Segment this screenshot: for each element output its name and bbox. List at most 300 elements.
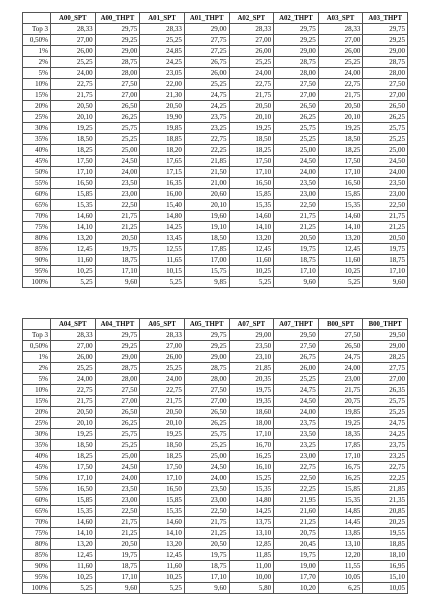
score-cell: 27,00: [95, 396, 140, 407]
score-cell: 17,10: [140, 473, 185, 484]
score-cell: 23,25: [274, 440, 319, 451]
score-cell: 12,45: [51, 244, 96, 255]
score-cell: 18,75: [274, 255, 319, 266]
row-label-cell: 40%: [23, 451, 51, 462]
score-cell: 20,75: [318, 396, 363, 407]
score-cell: 20,10: [318, 112, 363, 123]
table-row: [23, 583, 408, 594]
score-cell: 29,25: [184, 341, 229, 352]
table-row: [23, 561, 408, 572]
row-label-cell: 90%: [23, 255, 51, 266]
score-cell: 17,85: [184, 244, 229, 255]
score-cell: 20,10: [51, 112, 96, 123]
score-cell: 24,50: [363, 156, 408, 167]
score-cell: 28,33: [140, 24, 185, 35]
score-cell: 21,75: [184, 517, 229, 528]
score-cell: 5,25: [318, 277, 363, 288]
column-header: A00_THPT: [95, 13, 140, 24]
score-cell: 5,25: [51, 277, 96, 288]
table-row: [23, 68, 408, 79]
score-cell: 20,10: [229, 112, 274, 123]
score-cell: 27,00: [95, 90, 140, 101]
score-cell: 24,00: [184, 473, 229, 484]
score-cell: 19,25: [51, 429, 96, 440]
score-cell: 28,75: [363, 57, 408, 68]
score-cell: 23,50: [184, 484, 229, 495]
score-cell: 10,05: [318, 572, 363, 583]
score-cell: 25,75: [274, 123, 319, 134]
score-cell: 21,30: [140, 90, 185, 101]
score-cell: 17,10: [363, 266, 408, 277]
score-cell: 19,85: [140, 123, 185, 134]
score-cell: 15,35: [229, 484, 274, 495]
table-row: [23, 266, 408, 277]
score-cell: 23,25: [363, 451, 408, 462]
score-cell: 26,50: [363, 101, 408, 112]
column-header: A03_SPT: [318, 13, 363, 24]
score-cell: 27,00: [184, 396, 229, 407]
score-cell: 13,45: [140, 233, 185, 244]
row-label-cell: 2%: [23, 363, 51, 374]
row-label-cell: 75%: [23, 528, 51, 539]
score-cell: 20,45: [274, 539, 319, 550]
score-cell: 25,25: [318, 57, 363, 68]
row-label-cell: 20%: [23, 101, 51, 112]
score-cell: 14,10: [140, 528, 185, 539]
score-cell: 24,50: [95, 156, 140, 167]
score-cell: 24,00: [363, 167, 408, 178]
score-cell: 21,75: [140, 396, 185, 407]
score-cell: 15,85: [51, 189, 96, 200]
table-row: [23, 277, 408, 288]
score-cell: 24,85: [140, 46, 185, 57]
score-cell: 26,50: [184, 407, 229, 418]
column-header: A07_SPT: [229, 319, 274, 330]
column-header: A03_THPT: [363, 13, 408, 24]
score-cell: 14,10: [51, 222, 96, 233]
row-label-cell: 60%: [23, 189, 51, 200]
score-cell: 21,75: [229, 90, 274, 101]
column-header: A02_THPT: [274, 13, 319, 24]
score-cell: 27,50: [95, 79, 140, 90]
row-label-cell: 100%: [23, 277, 51, 288]
score-cell: 27,50: [318, 330, 363, 341]
score-cell: 17,10: [184, 572, 229, 583]
score-cell: 14,85: [318, 506, 363, 517]
score-cell: 17,50: [140, 462, 185, 473]
row-label-cell: 60%: [23, 495, 51, 506]
score-cell: 27,00: [51, 341, 96, 352]
row-label-cell: 95%: [23, 266, 51, 277]
row-label-cell: 5%: [23, 374, 51, 385]
score-cell: 9,60: [95, 277, 140, 288]
column-header: A04_THPT: [95, 319, 140, 330]
score-cell: 21,95: [274, 495, 319, 506]
score-cell: 27,50: [274, 341, 319, 352]
score-cell: 18,60: [229, 407, 274, 418]
table-row: [23, 374, 408, 385]
score-cell: 5,25: [51, 583, 96, 594]
score-cell: 28,00: [363, 68, 408, 79]
score-cell: 19,00: [274, 561, 319, 572]
score-cell: 20,50: [95, 539, 140, 550]
score-cell: 9,60: [95, 583, 140, 594]
score-cell: 23,00: [274, 189, 319, 200]
score-cell: 10,25: [140, 572, 185, 583]
table-row: [23, 123, 408, 134]
score-cell: 26,50: [95, 101, 140, 112]
score-cell: 17,10: [51, 473, 96, 484]
score-cell: 24,00: [51, 68, 96, 79]
score-cell: 22,25: [363, 473, 408, 484]
score-cell: 19,90: [140, 112, 185, 123]
score-cell: 17,50: [229, 156, 274, 167]
score-cell: 28,33: [51, 24, 96, 35]
score-cell: 24,50: [95, 462, 140, 473]
score-cell: 23,05: [140, 68, 185, 79]
score-cell: 29,00: [274, 46, 319, 57]
table-row: [23, 385, 408, 396]
score-cell: 20,10: [140, 418, 185, 429]
score-cell: 23,00: [274, 451, 319, 462]
score-cell: 15,85: [318, 189, 363, 200]
score-cell: 16,50: [51, 484, 96, 495]
score-cell: 25,25: [184, 440, 229, 451]
score-cell: 23,50: [363, 178, 408, 189]
score-cell: 25,00: [95, 145, 140, 156]
score-cell: 13,20: [229, 233, 274, 244]
score-cell: 15,35: [51, 200, 96, 211]
score-cell: 14,25: [229, 506, 274, 517]
table-row: [23, 418, 408, 429]
table-row: [23, 473, 408, 484]
score-cell: 18,20: [140, 145, 185, 156]
score-cell: 18,85: [363, 539, 408, 550]
score-cell: 16,50: [318, 178, 363, 189]
score-cell: 23,00: [363, 189, 408, 200]
score-cell: 26,00: [51, 352, 96, 363]
score-cell: 15,40: [140, 200, 185, 211]
score-cell: 23,75: [184, 112, 229, 123]
score-cell: 26,50: [274, 101, 319, 112]
score-cell: 21,75: [318, 385, 363, 396]
row-label-cell: 65%: [23, 200, 51, 211]
score-cell: 26,25: [95, 112, 140, 123]
score-cell: 23,00: [95, 189, 140, 200]
score-cell: 26,75: [274, 352, 319, 363]
score-cell: 28,33: [51, 330, 96, 341]
score-cell: 19,85: [318, 407, 363, 418]
table-row: [23, 178, 408, 189]
row-label-cell: 55%: [23, 178, 51, 189]
table-row: [23, 24, 408, 35]
score-cell: 27,00: [229, 35, 274, 46]
table-row: [23, 363, 408, 374]
table-row: [23, 46, 408, 57]
row-label-cell: 25%: [23, 418, 51, 429]
score-cell: 13,20: [318, 233, 363, 244]
score-cell: 24,25: [363, 429, 408, 440]
score-cell: 17,10: [51, 167, 96, 178]
score-cell: 12,45: [140, 550, 185, 561]
score-cell: 27,50: [184, 385, 229, 396]
row-label-cell: Top 3: [23, 330, 51, 341]
score-cell: 15,35: [318, 495, 363, 506]
score-cell: 21,85: [363, 484, 408, 495]
score-cell: 17,50: [51, 156, 96, 167]
score-cell: 27,75: [184, 35, 229, 46]
row-label-cell: Top 3: [23, 24, 51, 35]
score-cell: 29,75: [95, 330, 140, 341]
score-cell: 21,75: [274, 211, 319, 222]
score-cell: 18,25: [318, 145, 363, 156]
score-cell: 14,10: [229, 222, 274, 233]
score-cell: 11,60: [51, 561, 96, 572]
score-cell: 11,85: [229, 550, 274, 561]
score-cell: 19,25: [229, 123, 274, 134]
row-label-cell: 80%: [23, 539, 51, 550]
score-cell: 14,45: [318, 517, 363, 528]
score-cell: 15,85: [140, 495, 185, 506]
column-header: A00_SPT: [51, 13, 96, 24]
score-cell: 27,00: [363, 90, 408, 101]
score-cell: 10,25: [229, 266, 274, 277]
score-cell: 15,25: [229, 473, 274, 484]
score-cell: 23,75: [274, 418, 319, 429]
score-cell: 23,50: [274, 178, 319, 189]
score-cell: 25,75: [95, 123, 140, 134]
table-row: [23, 255, 408, 266]
score-cell: 29,00: [95, 352, 140, 363]
score-cell: 20,50: [318, 101, 363, 112]
score-cell: 25,00: [95, 451, 140, 462]
score-cell: 22,50: [95, 506, 140, 517]
score-cell: 23,50: [229, 341, 274, 352]
score-cell: 22,75: [51, 385, 96, 396]
score-cell: 23,00: [95, 495, 140, 506]
score-cell: 10,25: [51, 572, 96, 583]
score-cell: 25,00: [274, 145, 319, 156]
score-cell: 21,75: [363, 211, 408, 222]
table-row: [23, 233, 408, 244]
row-label-cell: 0,50%: [23, 341, 51, 352]
score-cell: 25,75: [95, 429, 140, 440]
score-cell: 29,75: [95, 24, 140, 35]
score-cell: 19,75: [274, 244, 319, 255]
table-row: [23, 156, 408, 167]
score-cell: 28,75: [95, 363, 140, 374]
score-cell: 21,25: [95, 222, 140, 233]
score-cell: 14,25: [140, 222, 185, 233]
score-cell: 28,33: [140, 330, 185, 341]
score-cell: 18,10: [363, 550, 408, 561]
score-cell: 16,35: [140, 178, 185, 189]
score-cell: 21,00: [184, 178, 229, 189]
score-cell: 20,50: [140, 407, 185, 418]
score-cell: 28,75: [274, 57, 319, 68]
row-label-cell: 30%: [23, 429, 51, 440]
table-row: [23, 462, 408, 473]
score-cell: 10,15: [140, 266, 185, 277]
score-cell: 18,85: [140, 134, 185, 145]
table-row: [23, 189, 408, 200]
score-cell: 13,75: [229, 517, 274, 528]
score-cell: 19,25: [140, 429, 185, 440]
row-label-cell: 45%: [23, 462, 51, 473]
score-cell: 24,50: [274, 396, 319, 407]
score-cell: 25,25: [95, 440, 140, 451]
column-header: A01_THPT: [184, 13, 229, 24]
score-cell: 17,70: [274, 572, 319, 583]
score-cell: 24,25: [184, 101, 229, 112]
score-cell: 27,75: [363, 363, 408, 374]
table-row: [23, 101, 408, 112]
score-cell: 16,00: [140, 189, 185, 200]
score-cell: 10,00: [229, 572, 274, 583]
score-cell: 29,25: [95, 341, 140, 352]
score-cell: 12,20: [318, 550, 363, 561]
score-cell: 23,25: [184, 123, 229, 134]
score-cell: 17,00: [184, 255, 229, 266]
score-cell: 24,00: [318, 363, 363, 374]
score-cell: 21,50: [184, 167, 229, 178]
score-cell: 14,10: [51, 528, 96, 539]
score-cell: 17,10: [95, 572, 140, 583]
table-row: [23, 517, 408, 528]
score-cell: 27,00: [318, 35, 363, 46]
row-label-cell: 30%: [23, 123, 51, 134]
score-cell: 20,50: [51, 101, 96, 112]
score-cell: 22,25: [274, 484, 319, 495]
score-cell: 21,25: [274, 222, 319, 233]
score-cell: 15,35: [140, 506, 185, 517]
score-cell: 19,10: [184, 222, 229, 233]
score-cell: 16,75: [318, 462, 363, 473]
row-label-cell: 35%: [23, 134, 51, 145]
score-cell: 13,20: [51, 233, 96, 244]
score-cell: 26,35: [363, 385, 408, 396]
score-cell: 25,25: [363, 134, 408, 145]
score-cell: 21,25: [95, 528, 140, 539]
score-cell: 24,00: [95, 167, 140, 178]
score-cell: 14,60: [318, 211, 363, 222]
score-cell: 5,25: [140, 277, 185, 288]
row-label-cell: 55%: [23, 484, 51, 495]
table-row: [23, 79, 408, 90]
score-cell: 18,00: [229, 418, 274, 429]
score-cell: 26,00: [51, 46, 96, 57]
score-cell: 24,75: [318, 352, 363, 363]
score-cell: 26,00: [274, 363, 319, 374]
row-label-cell: 70%: [23, 517, 51, 528]
score-cell: 18,50: [51, 134, 96, 145]
score-cell: 20,50: [51, 407, 96, 418]
score-cell: 24,00: [51, 374, 96, 385]
column-header: A07_THPT: [274, 319, 319, 330]
score-cell: 21,85: [229, 363, 274, 374]
score-cell: 19,75: [95, 244, 140, 255]
table-header-row: [23, 13, 408, 24]
row-label-cell: 50%: [23, 473, 51, 484]
score-cell: 17,85: [318, 440, 363, 451]
score-cell: 18,75: [95, 561, 140, 572]
score-cell: 21,25: [274, 517, 319, 528]
score-cell: 29,00: [184, 24, 229, 35]
score-cell: 16,95: [363, 561, 408, 572]
column-header: A01_SPT: [140, 13, 185, 24]
score-cell: 22,50: [363, 200, 408, 211]
table-row: [23, 451, 408, 462]
score-cell: 29,00: [95, 46, 140, 57]
score-cell: 25,25: [229, 57, 274, 68]
score-cell: 29,50: [274, 330, 319, 341]
row-label-cell: 80%: [23, 233, 51, 244]
table-row: [23, 134, 408, 145]
score-cell: 28,00: [274, 68, 319, 79]
score-cell: 28,00: [184, 374, 229, 385]
score-cell: 14,60: [140, 517, 185, 528]
score-cell: 19,35: [229, 396, 274, 407]
score-cell: 11,60: [51, 255, 96, 266]
score-cell: 13,20: [140, 539, 185, 550]
score-cell: 24,25: [140, 57, 185, 68]
score-cell: 28,00: [95, 374, 140, 385]
score-cell: 19,75: [229, 385, 274, 396]
score-cell: 25,25: [140, 35, 185, 46]
score-cell: 19,60: [184, 211, 229, 222]
row-label-cell: 1%: [23, 46, 51, 57]
score-cell: 22,50: [184, 506, 229, 517]
table-row: [23, 572, 408, 583]
table-row: [23, 200, 408, 211]
score-cell: 14,80: [229, 495, 274, 506]
row-label-cell: 25%: [23, 112, 51, 123]
score-cell: 22,75: [318, 79, 363, 90]
score-cell: 22,25: [184, 145, 229, 156]
score-cell: 29,75: [274, 24, 319, 35]
score-cell: 26,00: [184, 68, 229, 79]
score-cell: 24,00: [274, 407, 319, 418]
row-label-cell: 15%: [23, 90, 51, 101]
score-cell: 5,25: [140, 583, 185, 594]
score-cell: 11,55: [318, 561, 363, 572]
score-cell: 22,75: [140, 385, 185, 396]
score-cell: 18,25: [229, 145, 274, 156]
score-cell: 19,25: [318, 418, 363, 429]
score-cell: 27,00: [363, 374, 408, 385]
score-cell: 20,85: [363, 506, 408, 517]
score-cell: 29,25: [363, 35, 408, 46]
score-cell: 21,25: [184, 528, 229, 539]
score-cell: 26,25: [274, 112, 319, 123]
score-cell: 20,50: [274, 233, 319, 244]
score-cell: 18,25: [51, 451, 96, 462]
table-row: [23, 244, 408, 255]
score-cell: 16,25: [318, 473, 363, 484]
percentile-table-1: [22, 12, 408, 288]
score-cell: 5,25: [229, 277, 274, 288]
score-cell: 25,75: [363, 396, 408, 407]
score-cell: 25,25: [184, 79, 229, 90]
score-cell: 21,75: [95, 211, 140, 222]
row-label-cell: 2%: [23, 57, 51, 68]
table-row: [23, 484, 408, 495]
score-cell: 24,00: [95, 473, 140, 484]
score-cell: 29,00: [229, 330, 274, 341]
score-cell: 10,25: [51, 266, 96, 277]
score-cell: 24,00: [229, 68, 274, 79]
score-cell: 22,00: [140, 79, 185, 90]
